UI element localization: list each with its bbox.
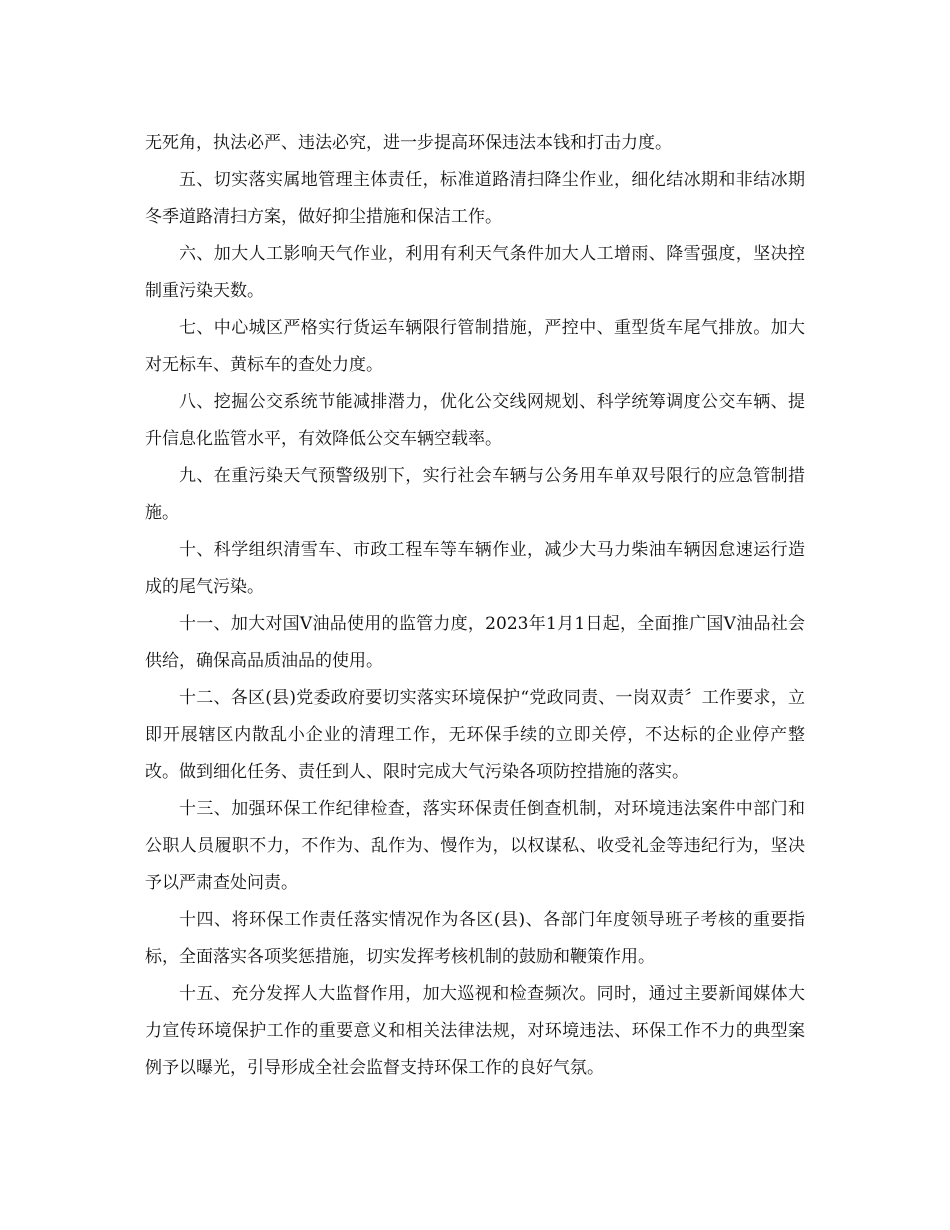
- paragraph-item-6: 六、加大人工影响天气作业，利用有利天气条件加大人工增雨、降雪强度，坚决控制重污染天数。: [145, 244, 805, 301]
- paragraph-item-15: 十五、充分发挥人大监督作用，加大巡视和检查频次。同时，通过主要新闻媒体大力宣传环境保护工作的重要意义和相关法律法规，对环境违法、环保工作不力的典型案例予以曝光，引导形成全社会监督支持环保工作的良好气氛。: [145, 984, 805, 1078]
- paragraph-continuation: 无死角，执法必严、违法必究，进一步提高环保违法本钱和打击力度。: [145, 133, 672, 153]
- paragraph-item-14: 十四、将环保工作责任落实情况作为各区(县)、各部门年度领导班子考核的重要指标，全面落实各项奖惩措施，切实发挥考核机制的鼓励和鞭策作用。: [145, 910, 805, 967]
- paragraph-item-9: 九、在重污染天气预警级别下，实行社会车辆与公务用车单双号限行的应急管制措施。: [145, 466, 805, 523]
- paragraph-item-7: 七、中心城区严格实行货运车辆限行管制措施，严控中、重型货车尾气排放。加大对无标车、黄标车的查处力度。: [145, 318, 805, 375]
- document-body: [145, 125, 805, 1087]
- paragraph-item-5: 五、切实落实属地管理主体责任，标准道路清扫降尘作业，细化结冰期和非结冰期冬季道路清扫方案，做好抑尘措施和保洁工作。: [145, 170, 805, 227]
- paragraph-item-8: 八、挖掘公交系统节能减排潜力，优化公交线网规划、科学统筹调度公交车辆、提升信息化监管水平，有效降低公交车辆空载率。: [145, 392, 805, 449]
- paragraph-item-12: 十二、各区(县)党委政府要切实落实环境保护“党政同责、一岗双责〞工作要求，立即开展辖区内散乱小企业的清理工作，无环保手续的立即关停，不达标的企业停产整改。做到细化任务、责任到人、限时完成大气污染各项防控措施的落实。: [145, 688, 805, 782]
- paragraph-item-13: 十三、加强环保工作纪律检查，落实环保责任倒查机制，对环境违法案件中部门和公职人员履职不力，不作为、乱作为、慢作为，以权谋私、收受礼金等违纪行为，坚决予以严肃查处问责。: [145, 799, 805, 893]
- paragraph-item-11: 十一、加大对国Ⅴ油品使用的监管力度，2023年1月1日起，全面推广国Ⅴ油品社会供给，确保高品质油品的使用。: [145, 614, 805, 671]
- paragraph-item-10: 十、科学组织清雪车、市政工程车等车辆作业，减少大马力柴油车辆因怠速运行造成的尾气污染。: [145, 540, 805, 597]
